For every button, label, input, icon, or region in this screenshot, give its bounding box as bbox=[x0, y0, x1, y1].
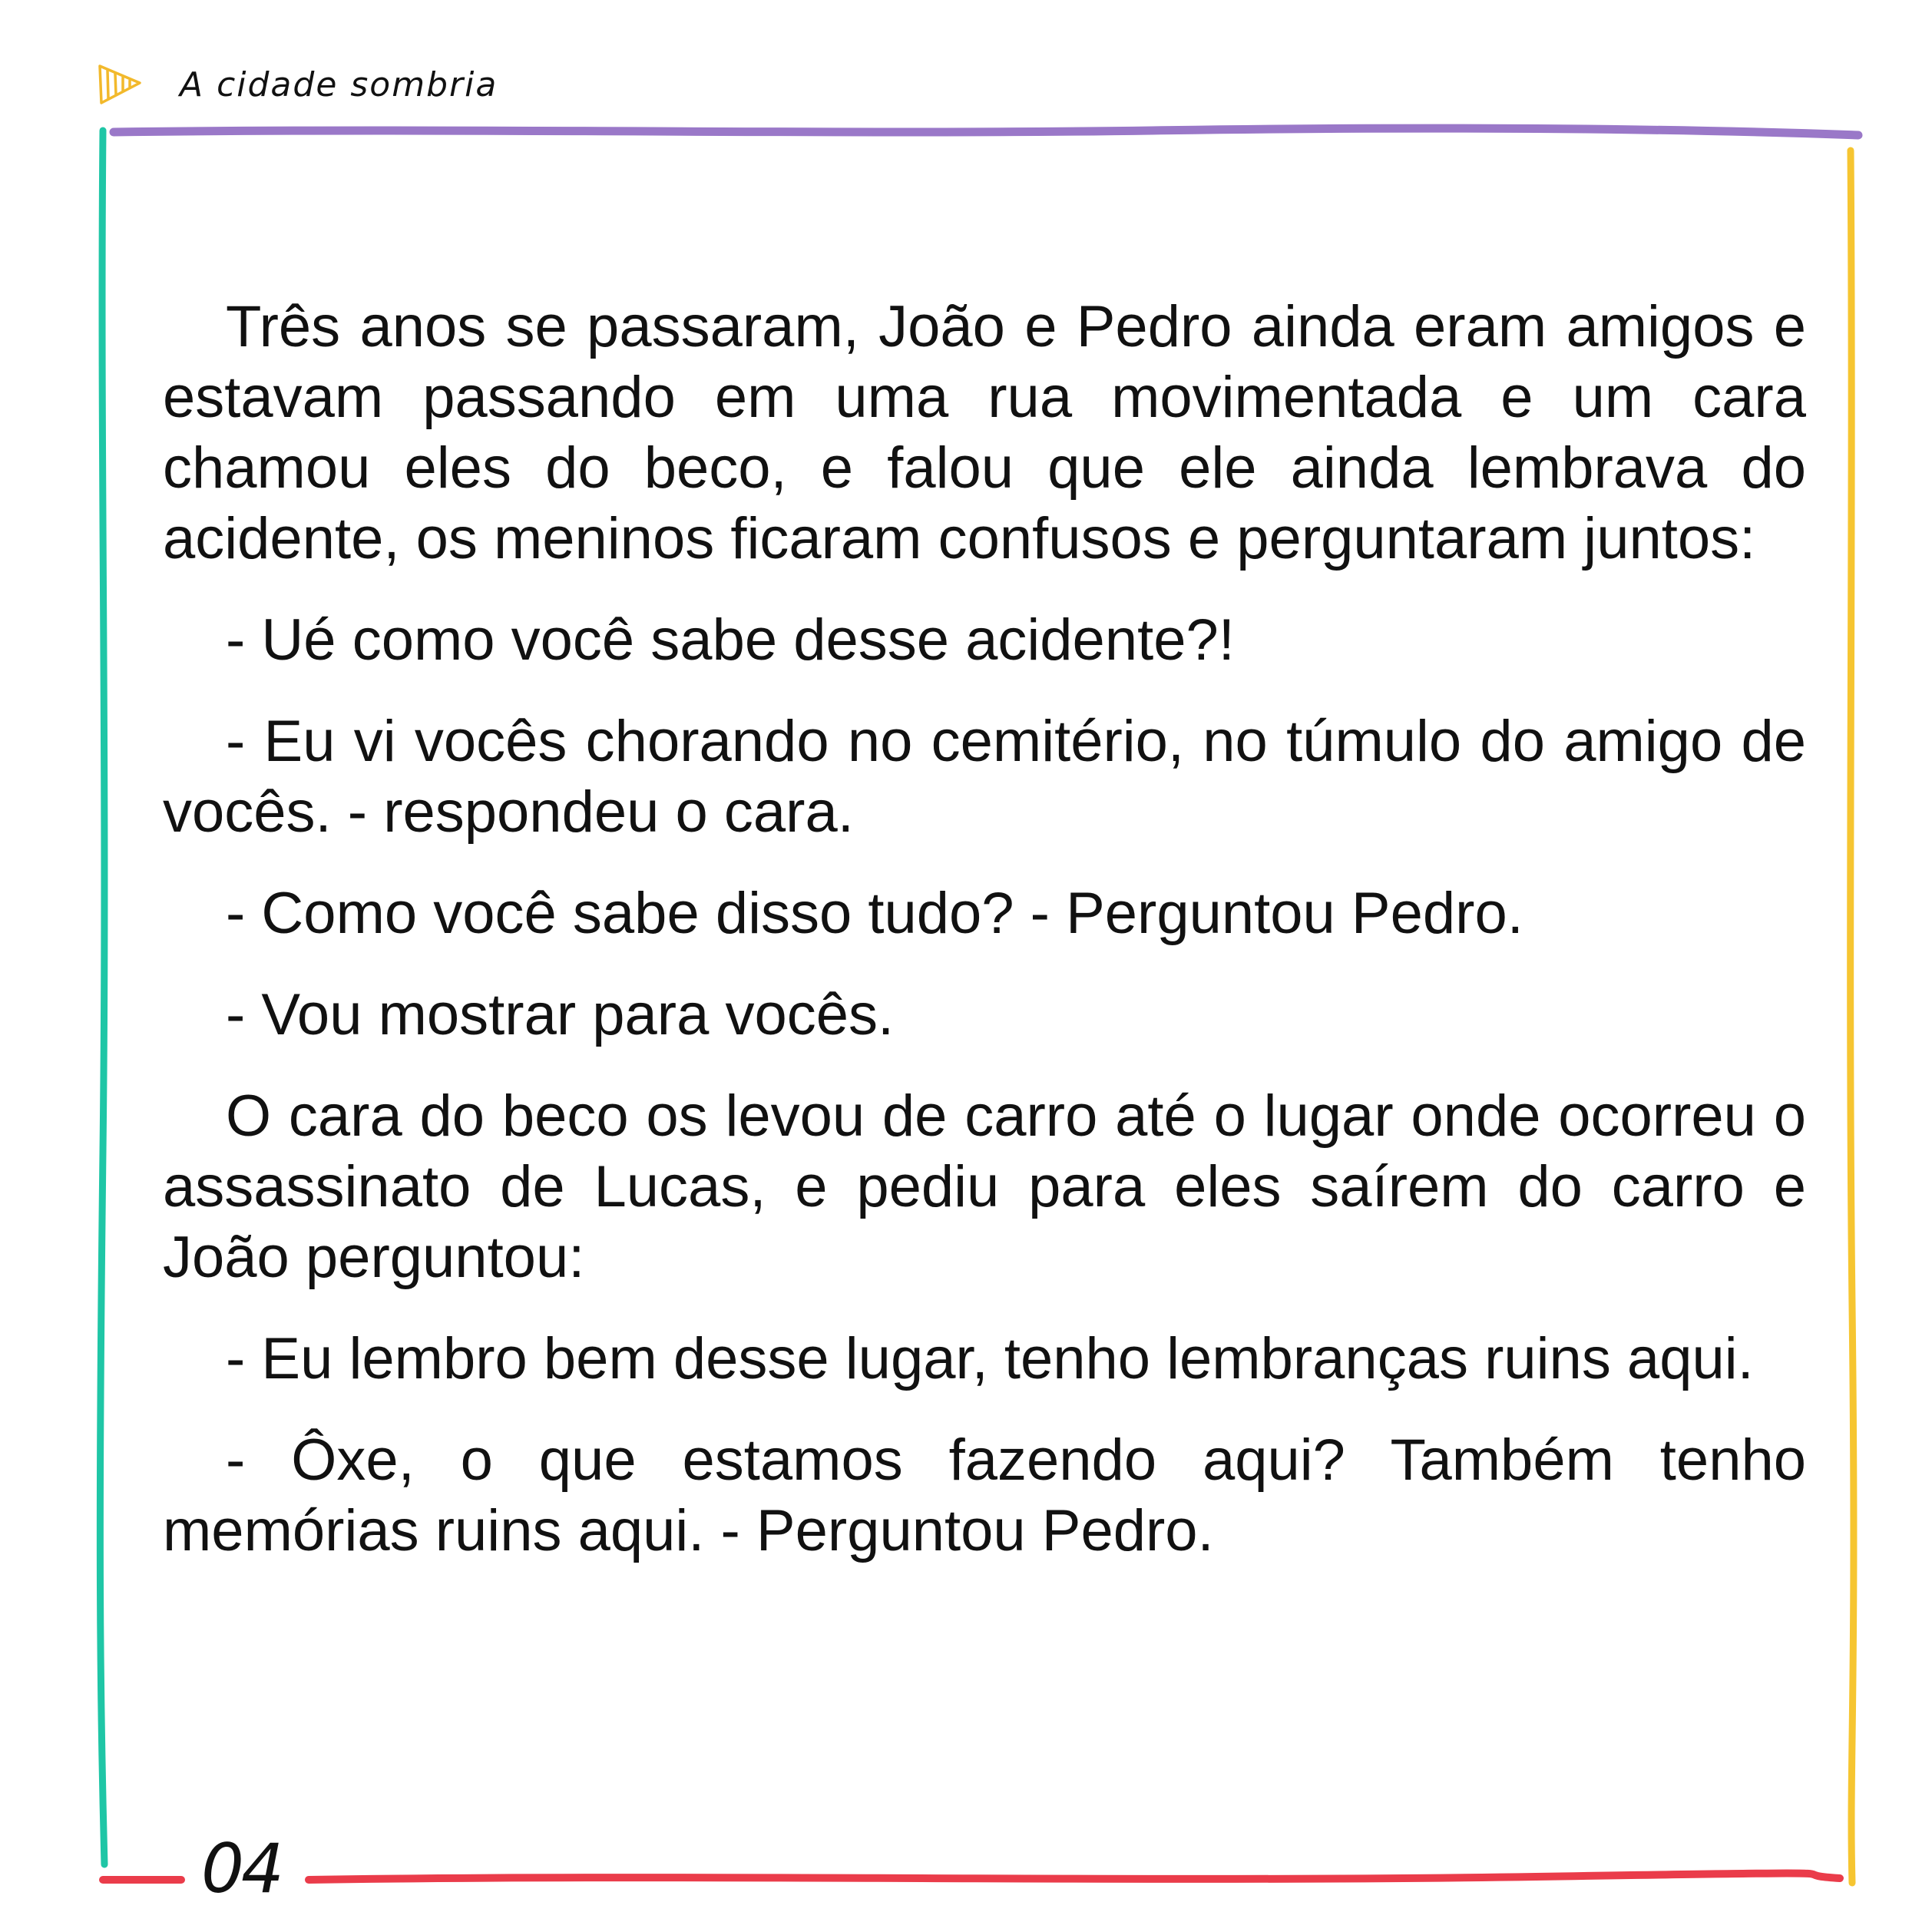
book-title: A cidade sombria bbox=[180, 65, 498, 104]
bottom-border-right bbox=[309, 1874, 1840, 1880]
paragraph: O cara do beco os levou de carro até o lugar onde ocorreu o assassinato de Lucas, e pediu para eles saírem do carro e João perguntou: bbox=[163, 1083, 1806, 1290]
right-border bbox=[1851, 151, 1854, 1883]
paragraph: - Eu vi vocês chorando no cemitério, no túmulo do amigo de vocês. - respondeu o cara. bbox=[163, 709, 1806, 845]
paragraph: Três anos se passaram, João e Pedro ainda eram amigos e estavam passando em uma rua movimentada e um cara chamou eles do beco, e falou que ele ainda lembrava do acidente, os meninos ficaram confusos e perguntaram juntos: bbox=[163, 294, 1806, 571]
paragraph: - Vou mostrar para vocês. bbox=[226, 982, 895, 1047]
paragraph: - Ué como você sabe desse acidente?! bbox=[226, 607, 1235, 673]
page-number: 04 bbox=[201, 1829, 281, 1908]
story-text bbox=[163, 292, 1806, 1597]
paragraph: - Como você sabe disso tudo? - Perguntou Pedro. bbox=[226, 881, 1523, 946]
paragraph: - Eu lembro bem desse lugar, tenho lembranças ruins aqui. bbox=[226, 1326, 1754, 1391]
top-border bbox=[114, 128, 1858, 135]
left-border bbox=[100, 131, 104, 1864]
paragraph: - Ôxe, o que estamos fazendo aqui? Também tenho memórias ruins aqui. - Perguntou Pedro. bbox=[163, 1427, 1806, 1563]
